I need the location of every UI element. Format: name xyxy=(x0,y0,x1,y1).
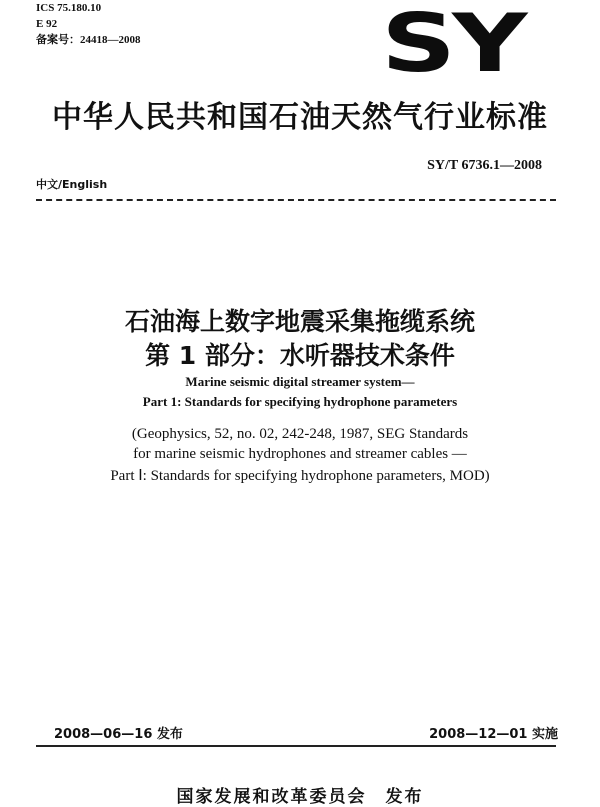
classification-code: E 92 xyxy=(36,18,58,30)
implementation-date: 2008—12—01 实施 xyxy=(429,727,558,742)
reference-line-2: for marine seismic hydrophones and streamer cables — xyxy=(133,446,467,462)
issue-date: 2008—06—16 发布 xyxy=(54,727,183,742)
issuer: 国家发展和改革委员会 发布 xyxy=(176,787,424,807)
footer-divider xyxy=(36,745,556,747)
reference-line-3: Part Ⅰ: Standards for specifying hydrophone parameters, MOD) xyxy=(110,468,490,484)
title-en-line-1: Marine seismic digital streamer system— xyxy=(185,374,415,389)
standard-number: SY/T 6736.1—2008 xyxy=(427,158,542,173)
title-cn-line-2: 第 1 部分：水听器技术条件 xyxy=(145,341,455,370)
header-divider xyxy=(36,199,556,201)
title-en-line-2: Part 1: Standards for specifying hydrophone parameters xyxy=(142,394,458,409)
title-cn-line-1: 石油海上数字地震采集拖缆系统 xyxy=(124,307,475,336)
sy-logo: SY xyxy=(381,0,524,90)
language-label: 中文/English xyxy=(36,178,108,191)
reference-line-1: (Geophysics, 52, no. 02, 242-248, 1987, SEG Standards xyxy=(131,426,469,442)
organization-title: 中华人民共和国石油天然气行业标准 xyxy=(52,100,548,135)
record-number: 备案号：24418—2008 xyxy=(36,34,141,46)
ics-code: ICS 75.180.10 xyxy=(36,2,102,14)
